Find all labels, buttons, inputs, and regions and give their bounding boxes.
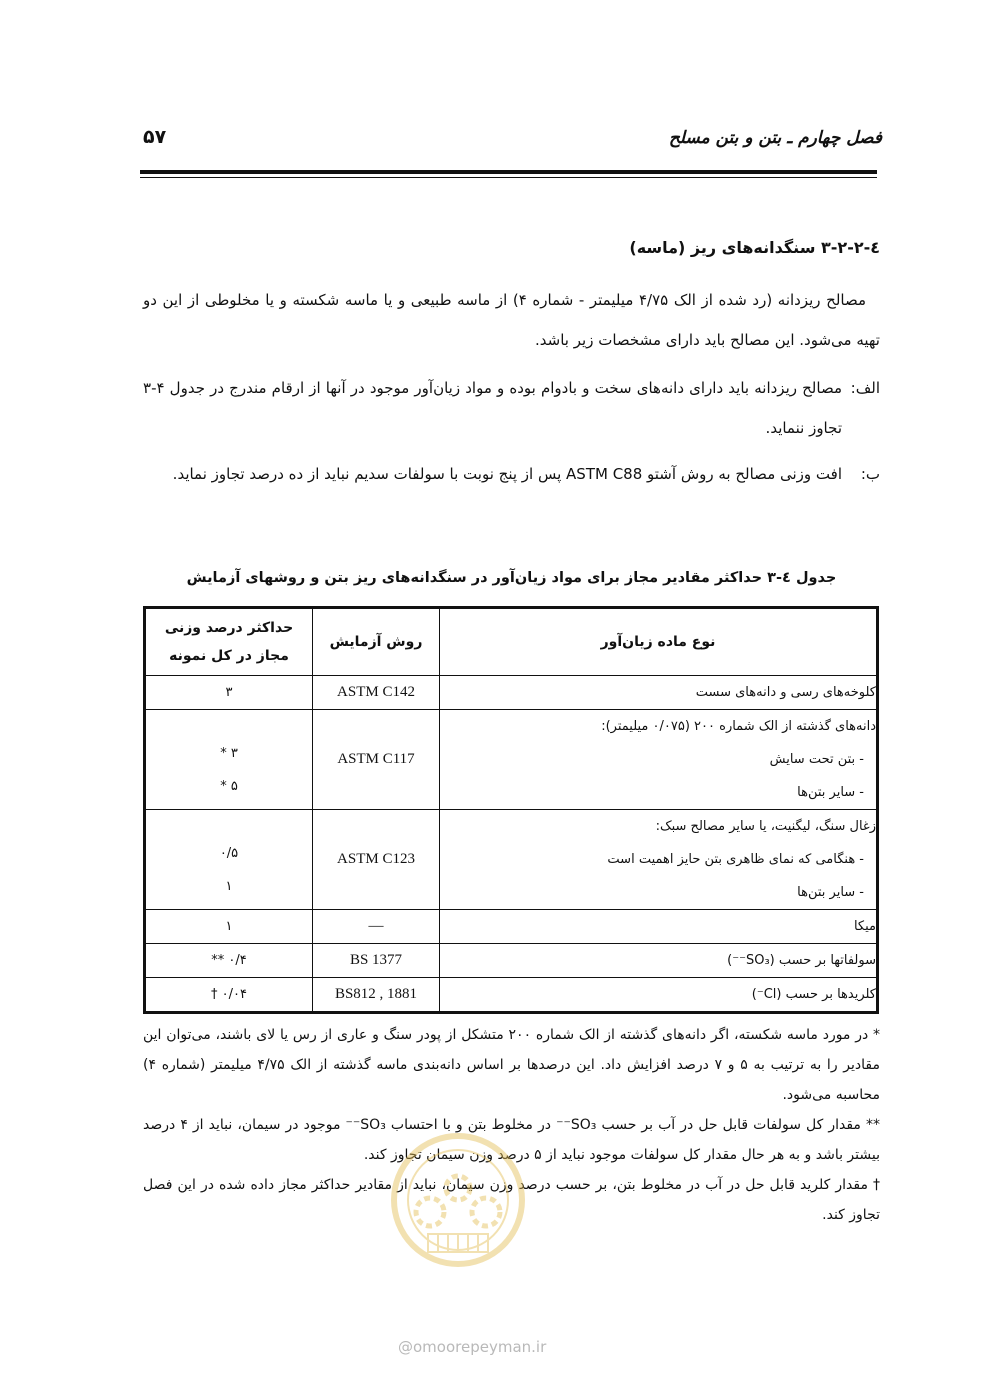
value-cell (146, 910, 313, 944)
value-cell (146, 978, 313, 1012)
material-cell (440, 910, 877, 944)
chapter-title: فصل چهارم ـ بتن و بتن مسلح (668, 128, 882, 148)
material-cell (440, 676, 877, 710)
value-line: ۰/۴ ** (211, 953, 247, 968)
table-row (146, 810, 877, 910)
material-line: - هنگامی که نمای ظاهری بتن حایز اهمیت است (607, 852, 864, 867)
list-item-label: الف: (850, 379, 880, 397)
value-cell (146, 710, 313, 810)
value-line: ۳ (225, 685, 233, 700)
table-row (146, 910, 877, 944)
method-cell: ASTM C142 (313, 676, 440, 710)
table-row (146, 978, 877, 1012)
value-cell (146, 944, 313, 978)
material-cell (440, 710, 877, 810)
value-line: ۵ * (220, 778, 238, 794)
header-max-line: مجاز در کل نمونه (169, 648, 289, 664)
material-line: کلوخه‌های رسی و دانه‌های سست (695, 685, 876, 700)
material-cell (440, 978, 877, 1012)
method-cell: BS 1377 (313, 944, 440, 978)
value-line: ۱ (225, 878, 233, 894)
material-line: میکا (853, 919, 876, 934)
header-material: نوع ماده زیان‌آور (440, 609, 877, 676)
material-line: - بتن تحت سایش (769, 752, 864, 767)
value-line: ۱ (225, 919, 233, 934)
header-rule-thin (140, 177, 877, 178)
value-line: ۰/۵ (219, 845, 239, 861)
table-row (146, 944, 877, 978)
material-line: سولفاتها بر حسب (SO₃⁻⁻) (727, 953, 876, 968)
list-item (143, 368, 880, 448)
value-cell (146, 810, 313, 910)
list-item-text: افت وزنی مصالح به روش آشتو ASTM C88 پس از پنج نوبت با سولفات سدیم نباید از ده درصد تجاوز نماید. (172, 465, 842, 483)
footnote: * در مورد ماسه شکسته، اگر دانه‌های گذشته از الک شماره ۲۰۰ متشکل از پودر سنگ و عاری از رس یا لای باشند، می‌توان این مقادیر را به ترتیب به ۵ و ۷ درصد افزایش داد. این درصدها بر اساس دانه‌بندی ماسه گذشته از الک ۴/۷۵ میلیمتر (شماره ۴) محاسبه می‌شود. (143, 1027, 880, 1103)
material-line: زغال سنگ، لیگنیت، یا سایر مصالح سبک: (655, 819, 876, 834)
method-cell: ASTM C117 (313, 710, 440, 810)
footnote: † مقدار کلرید قابل حل در آب در مخلوط بتن، بر حسب درصد وزن سیمان، نباید از مقادیر حداکثر مجاز داده شده در این فصل تجاوز کند. (143, 1177, 880, 1223)
header-max-line: حداکثر درصد وزنی (164, 620, 294, 636)
method-cell: — (313, 910, 440, 944)
material-cell (440, 810, 877, 910)
list-item-text: مصالح ریزدانه باید دارای دانه‌های سخت و بادوام بوده و مواد زیان‌آور موجود در آنها از ارقام مندرج در جدول ۴-۳ تجاوز ننماید. (143, 379, 842, 437)
page-number: ۵۷ (143, 126, 167, 148)
material-line: دانه‌های گذشته از الک شماره ۲۰۰ (۰/۰۷۵ میلیمتر): (601, 719, 876, 734)
header-rule (140, 170, 877, 174)
header-max-percent (146, 609, 313, 676)
header-method: روش آزمایش (313, 609, 440, 676)
value-line: ۰/۰۴ † (211, 987, 247, 1002)
table-row (146, 676, 877, 710)
list-item-label: ب: (860, 465, 880, 483)
table-header-row (146, 609, 877, 676)
watermark-seal-icon (388, 1130, 528, 1270)
watermark-url: @omoorepeyman.ir (398, 1338, 547, 1356)
material-line: - سایر بتن‌ها (797, 785, 864, 800)
value-line: ۳ * (220, 745, 238, 761)
material-line: کلریدها بر حسب (Cl⁻) (751, 987, 876, 1002)
method-cell: BS812 , 1881 (313, 978, 440, 1012)
material-line: - سایر بتن‌ها (797, 885, 864, 900)
section-heading: ٤-٢-٢-٣ سنگدانه‌های ریز (ماسه) (629, 238, 880, 257)
harmful-materials-table (145, 608, 877, 1012)
table-row (146, 710, 877, 810)
footnote: ** مقدار کل سولفات قابل حل در آب بر حسب SO₃⁻⁻ در مخلوط بتن و با احتساب SO₃⁻⁻ موجود در سیمان، نباید از ۴ درصد بیشتر باشد و به هر حال مقدار کل سولفات موجود نباید از ۵ درصد وزن سیمان تجاوز کند. (143, 1117, 880, 1163)
method-cell: ASTM C123 (313, 810, 440, 910)
list-item (143, 454, 880, 494)
table-caption: جدول ٤-٣ حداکثر مقادیر مجاز برای مواد زیان‌آور در سنگدانه‌های ریز بتن و روشهای آزمایش (186, 570, 837, 586)
value-cell (146, 676, 313, 710)
intro-paragraph: مصالح ریزدانه (رد شده از الک ۴/۷۵ میلیمتر - شماره ۴) از ماسه طبیعی و یا ماسه شکسته و یا مخلوطی از این دو تهیه می‌شود. این مصالح باید دارای مشخصات زیر باشد. (143, 291, 880, 349)
material-cell (440, 944, 877, 978)
